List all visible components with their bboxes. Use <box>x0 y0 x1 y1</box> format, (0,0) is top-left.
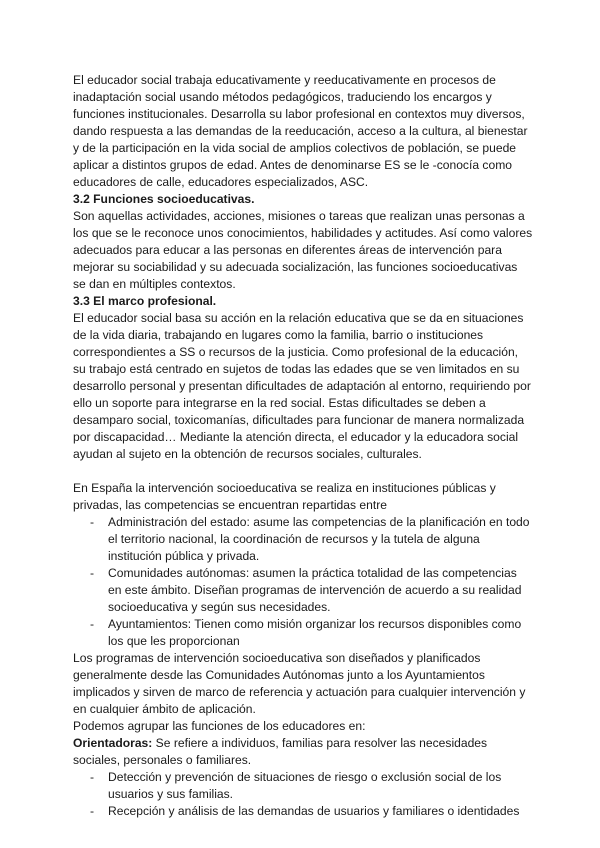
list-item: - Recepción y análisis de las demandas de usuarios y familiares o identidades <box>73 803 533 820</box>
programs-paragraph: Los programas de intervención socioeducativa son diseñados y planificados generalmente desde las Comunidades Autónomas junto a los Ayuntamientos implicados y sirven de marco de referencia y actuación para cualquier intervención y en cualquier ámbito de aplicación. <box>73 651 526 716</box>
section-3-3-paragraph: El educador social basa su acción en la relación educativa que se da en situaciones de la vida diaria, trabajando en lugares como la familia, barrio o instituciones correspondientes a SS o recursos de la justicia. Como profesional de la educación, su trabajo está centrado en sujetos de todas las edades que se ven limitados en su desarrollo personal y presentan dificultades de adaptación al entorno, requiriendo por ello un soporte para integrarse en la red social. Estas dificultades se deben a desamparo social, toxicomanías, dificultades para funcionar de manera normalizada por discapacidad… Mediante la atención directa, el educador y la educadora social ayudan al sujeto en la obtención de recursos sociales, culturales. <box>73 311 531 461</box>
section-3-2-paragraph: Son aquellas actividades, acciones, misiones o tareas que realizan unas personas a los que se le reconoce unos conocimientos, habilidades y actitudes. Así como valores adecuados para educar a las personas en diferentes áreas de intervención para mejorar su sociabilidad y su adecuada socialización, las funciones socioeducativas se dan en múltiples contextos. <box>73 209 533 291</box>
orientadoras-label: Orientadoras: <box>73 736 153 750</box>
paragraph-spacer <box>73 463 533 480</box>
section-3-2-heading: 3.2 Funciones socioeducativas. <box>73 192 255 206</box>
list-item: - Administración del estado: asume las competencias de la planificación en todo el territorio nacional, la coordinación de recursos y la tutela de alguna institución pública y privada. <box>73 514 533 565</box>
orientadoras-paragraph <box>73 735 533 769</box>
document-page <box>73 72 533 820</box>
list-item: - Comunidades autónomas: asumen la práctica totalidad de las competencias en este ámbito. Diseñan programas de intervención de acuerdo a su realidad socioeducativa y según sus necesidades. <box>73 565 533 616</box>
orientadoras-list <box>73 769 533 820</box>
list-item: - Detección y prevención de situaciones de riesgo o exclusión social de los usuarios y sus familias. <box>73 769 533 803</box>
list-item: - Ayuntamientos: Tienen como misión organizar los recursos disponibles como los que les proporcionan <box>73 616 533 650</box>
section-3-3-heading: 3.3 El marco profesional. <box>73 294 217 308</box>
competencies-list <box>73 514 533 650</box>
orientadoras-text: Se refiere a individuos, familias para resolver las necesidades sociales, personales o familiares. <box>73 736 488 767</box>
spain-intro-paragraph: En España la intervención socioeducativa se realiza en instituciones públicas y privadas, las competencias se encuentran repartidas entre <box>73 481 496 512</box>
group-intro-paragraph: Podemos agrupar las funciones de los educadores en: <box>73 719 366 733</box>
intro-paragraph: El educador social trabaja educativamente y reeducativamente en procesos de inadaptación social usando métodos pedagógicos, traduciendo los encargos y funciones institucionales. Desarrolla su labor profesional en contextos muy diversos, dando respuesta a las demandas de la reeducación, acceso a la cultura, al bienestar y de la participación en la vida social de amplios colectivos de población, se puede aplicar a distintos grupos de edad. Antes de denominarse ES se le -conocía como educadores de calle, educadores especializados, ASC. <box>73 73 528 189</box>
